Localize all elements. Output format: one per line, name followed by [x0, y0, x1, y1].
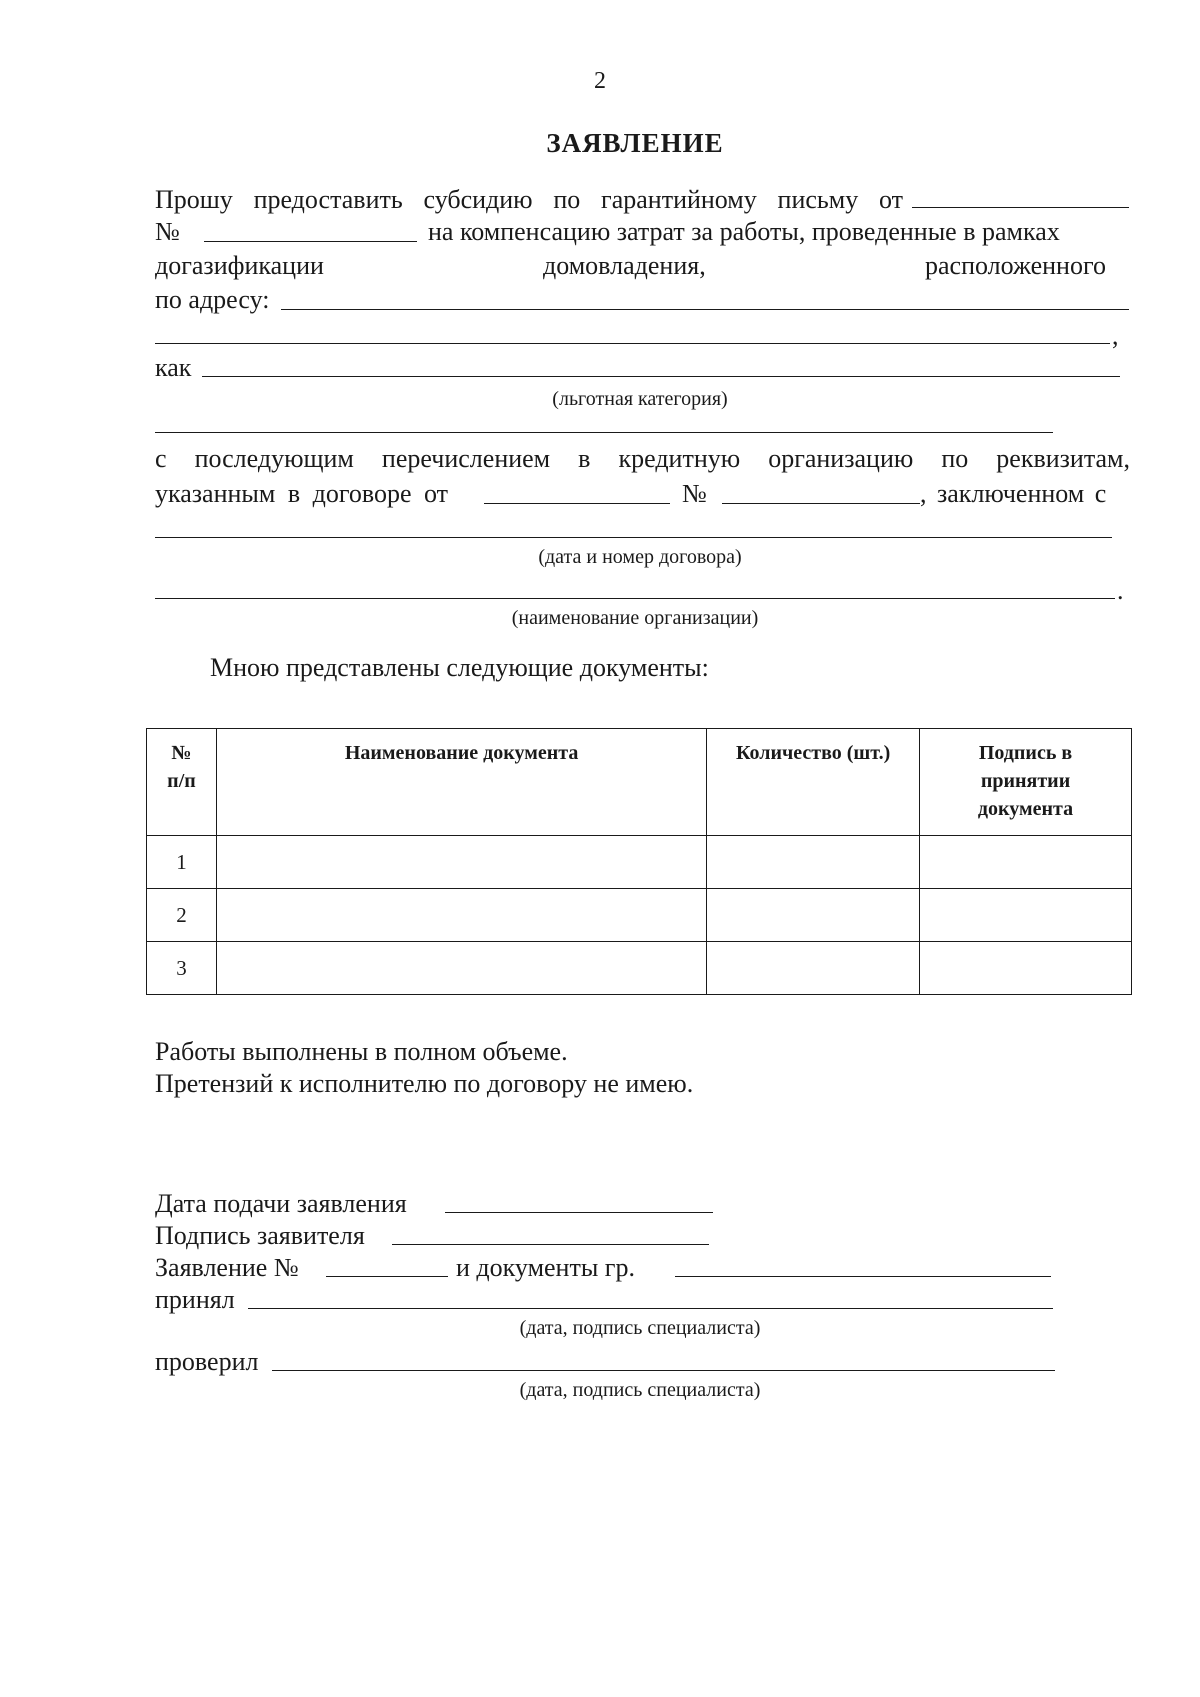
date-field[interactable] — [445, 1212, 713, 1213]
transfer-line-text: с последующим перечислением в кредитную организацию по реквизитам, — [155, 444, 1130, 473]
row-signature[interactable] — [920, 836, 1132, 889]
statement-no-claims: Претензий к исполнителю по договору не имею. — [155, 1069, 694, 1098]
date-label: Дата подачи заявления — [155, 1189, 407, 1218]
benefit-category-field[interactable] — [202, 376, 1120, 377]
accepted-field[interactable] — [248, 1308, 1053, 1309]
num-sign: № — [155, 217, 180, 246]
organization-field[interactable] — [155, 598, 1115, 599]
contract-field[interactable] — [155, 537, 1112, 538]
table-row — [147, 889, 1132, 942]
organization-period: . — [1117, 576, 1124, 605]
header-number: № п/п — [147, 729, 217, 836]
documents-intro: Мною представлены следующие документы: — [210, 653, 709, 682]
documents-gr-label: и документы гр. — [456, 1253, 635, 1282]
row-signature[interactable] — [920, 942, 1132, 995]
citizen-name-field[interactable] — [675, 1276, 1051, 1277]
documents-table — [146, 728, 1132, 995]
table-row — [147, 836, 1132, 889]
request-word-2: домовладения, — [543, 251, 706, 280]
statement-works-completed: Работы выполнены в полном объеме. — [155, 1037, 568, 1066]
address-label: по адресу: — [155, 285, 270, 314]
checked-field[interactable] — [272, 1370, 1055, 1371]
row-quantity[interactable] — [707, 942, 920, 995]
document-title: ЗАЯВЛЕНИЕ — [546, 128, 724, 158]
row-number: 2 — [147, 889, 217, 942]
caption-checked: (дата, подпись специалиста) — [519, 1379, 761, 1401]
row-number: 1 — [147, 836, 217, 889]
accepted-label: принял — [155, 1285, 235, 1314]
row-quantity[interactable] — [707, 836, 920, 889]
address-comma: , — [1112, 321, 1119, 350]
contract-number-field[interactable] — [722, 503, 920, 504]
address-field-1[interactable] — [281, 309, 1129, 310]
transfer-line — [155, 443, 1130, 475]
caption-benefit-category: (льготная категория) — [552, 388, 728, 410]
contract-date-field[interactable] — [484, 503, 670, 504]
header-signature: Подпись в принятии документа — [920, 729, 1132, 836]
request-line-1 — [155, 184, 903, 216]
header-quantity: Количество (шт.) — [707, 729, 920, 836]
row-signature[interactable] — [920, 889, 1132, 942]
signature-label: Подпись заявителя — [155, 1221, 365, 1250]
request-word-1: догазификации — [155, 251, 324, 280]
as-label: как — [155, 353, 192, 382]
checked-label: проверил — [155, 1347, 259, 1376]
page-number: 2 — [594, 68, 606, 94]
row-quantity[interactable] — [707, 889, 920, 942]
row-document-name[interactable] — [216, 889, 706, 942]
header-document-name: Наименование документа — [216, 729, 706, 836]
signature-field[interactable] — [392, 1244, 709, 1245]
caption-contract: (дата и номер договора) — [538, 546, 742, 568]
request-line-1-text: Прошу предоставить субсидию по гарантийному письму от — [155, 185, 903, 214]
caption-organization: (наименование организации) — [511, 607, 759, 629]
row-document-name[interactable] — [216, 836, 706, 889]
caption-accepted: (дата, подпись специалиста) — [519, 1317, 761, 1339]
row-document-name[interactable] — [216, 942, 706, 995]
application-number-field[interactable] — [326, 1276, 448, 1277]
guarantee-letter-date-field[interactable] — [912, 207, 1129, 208]
request-line-2-rest: на компенсацию затрат за работы, проведенные в рамках — [428, 217, 1060, 246]
contract-num-sign: № — [682, 479, 707, 508]
table-header-row — [147, 729, 1132, 836]
contract-concluded-label: , заключенном с — [920, 479, 1107, 508]
row-number: 3 — [147, 942, 217, 995]
guarantee-letter-number-field[interactable] — [204, 241, 417, 242]
application-label: Заявление № — [155, 1253, 299, 1282]
table-row — [147, 942, 1132, 995]
request-word-3: расположенного — [925, 251, 1106, 280]
benefit-category-field-2[interactable] — [155, 432, 1053, 433]
contract-from-label: указанным в договоре от — [155, 479, 449, 508]
address-field-2[interactable] — [155, 343, 1110, 344]
